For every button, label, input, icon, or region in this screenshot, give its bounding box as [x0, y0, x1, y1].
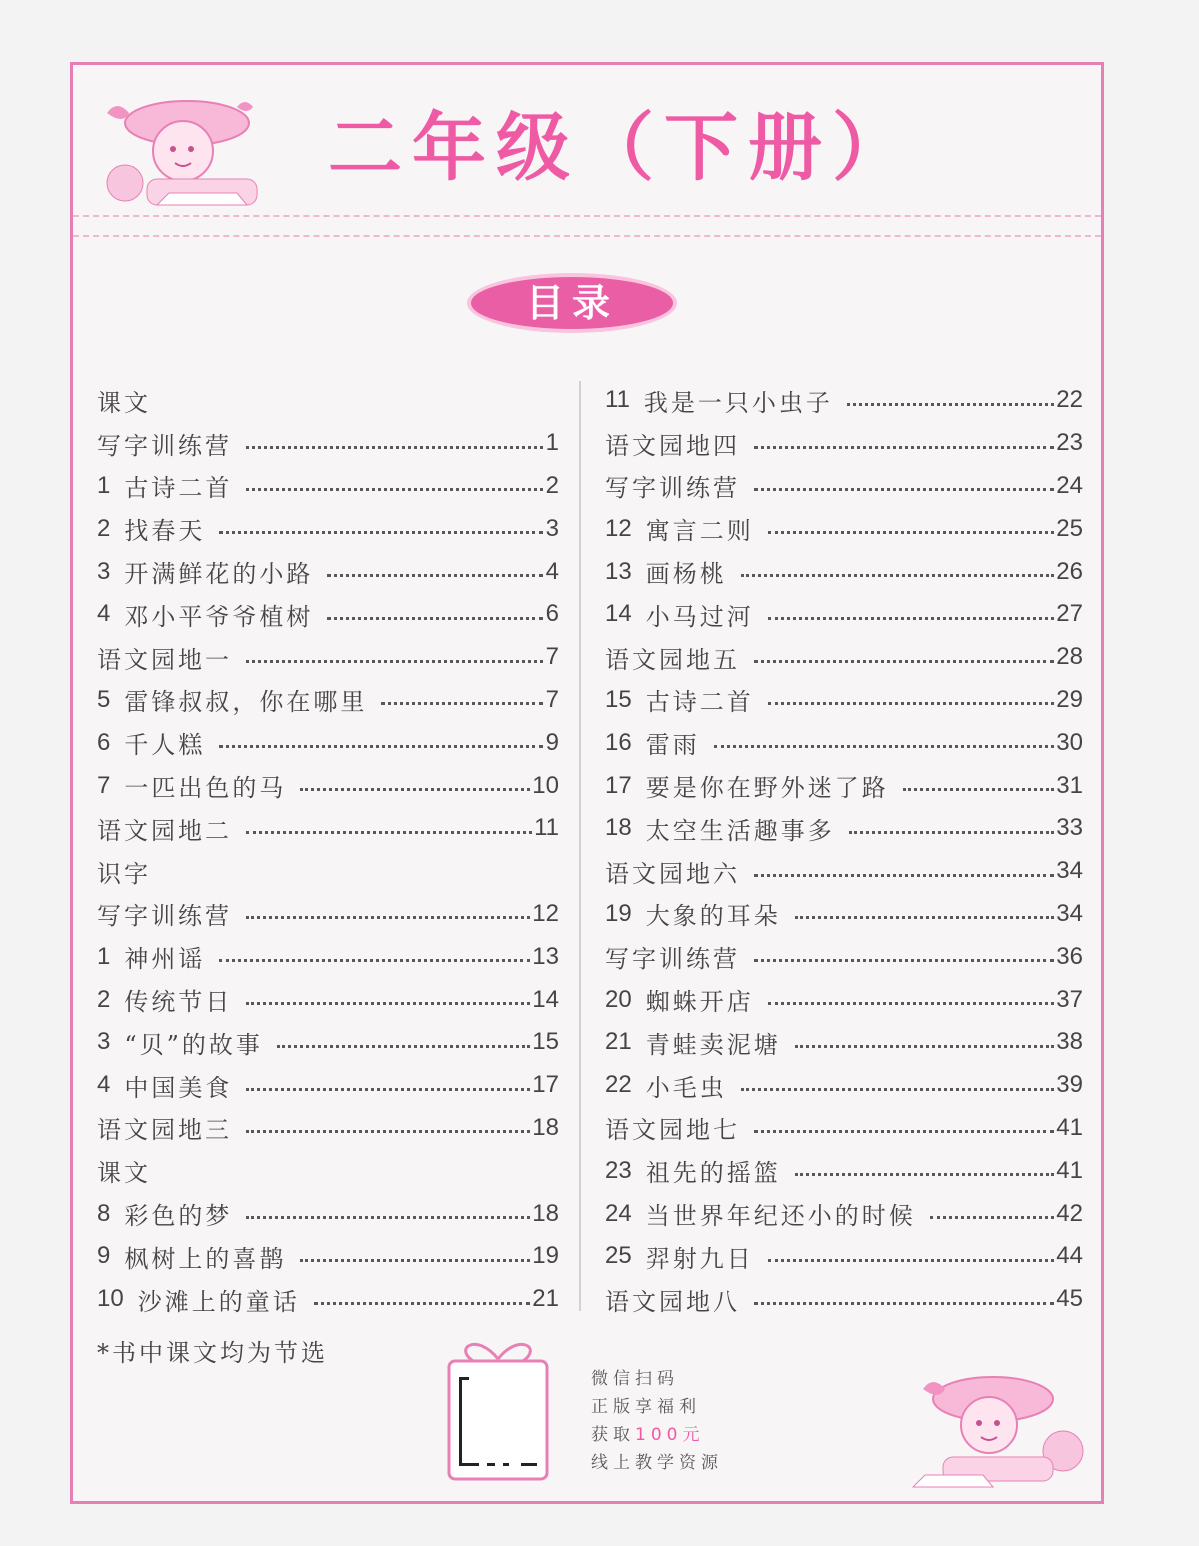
toc-entry-page: 7 [545, 685, 559, 713]
dot-leader [849, 831, 1055, 834]
toc-section-title: 课文 [97, 1159, 151, 1188]
toc-entry-page: 18 [532, 1199, 559, 1227]
dot-leader [246, 1130, 530, 1133]
toc-entry-number: 2 [97, 985, 111, 1013]
toc-entry [605, 935, 1083, 978]
toc-entry [605, 1278, 1083, 1321]
dot-leader [903, 788, 1055, 791]
header-divider [73, 215, 1101, 217]
toc-entry-page: 9 [545, 728, 559, 756]
toc-entry [605, 893, 1083, 936]
dot-leader [327, 617, 543, 620]
toc-entry-page: 29 [1056, 685, 1083, 713]
qr-promo-prefix: 获取 [591, 1425, 635, 1445]
dot-leader [754, 1130, 1054, 1133]
toc-entry-page: 1 [545, 429, 559, 457]
toc-entry-title: 邓小平爷爷植树 [124, 602, 314, 631]
toc-entry-number: 9 [97, 1242, 111, 1270]
dot-leader [246, 916, 530, 919]
toc-entry-page: 27 [1056, 600, 1083, 628]
toc-entry-title: 寓言二则 [645, 517, 754, 546]
header [73, 65, 1101, 237]
toc-entry [97, 593, 559, 636]
header-divider [73, 235, 1101, 237]
toc-entry [97, 1107, 559, 1150]
toc-entry-number: 12 [605, 514, 632, 542]
dot-leader [300, 1259, 530, 1262]
toc-left-column [97, 379, 559, 1321]
toc-entry-page: 24 [1056, 471, 1083, 499]
toc-entry-number: 15 [605, 685, 632, 713]
girl-reading-icon [903, 1363, 1093, 1493]
toc-entry-page: 25 [1056, 514, 1083, 542]
toc-entry [97, 807, 559, 850]
toc-entry-page: 10 [532, 771, 559, 799]
toc-entry-page: 37 [1056, 985, 1083, 1013]
dot-leader [277, 1045, 530, 1048]
toc-entry [97, 465, 559, 508]
toc-entry [97, 1021, 559, 1064]
toc-entry-page: 19 [532, 1242, 559, 1270]
toc-entry-page: 11 [534, 814, 559, 842]
toc-entry [605, 1235, 1083, 1278]
toc-entry [97, 1235, 559, 1278]
toc-entry-number: 8 [97, 1199, 111, 1227]
toc-entry-title: 语文园地二 [97, 816, 232, 845]
dot-leader [219, 531, 543, 534]
toc-entry [605, 807, 1083, 850]
toc-entry-page: 36 [1056, 942, 1083, 970]
toc-entry-number: 6 [97, 728, 111, 756]
toc-entry-number: 22 [605, 1071, 632, 1099]
toc-entry [605, 978, 1083, 1021]
dot-leader [754, 1302, 1054, 1305]
toc-entry-number: 24 [605, 1199, 632, 1227]
toc-entry-title: 青蛙卖泥塘 [645, 1030, 781, 1059]
toc-entry [97, 978, 559, 1021]
toc-entry [605, 636, 1083, 679]
toc-entry-number: 23 [605, 1156, 632, 1184]
toc-entry [605, 593, 1083, 636]
toc-entry-title: 彩色的梦 [124, 1202, 233, 1231]
toc-entry-page: 34 [1056, 899, 1083, 927]
toc-section-heading [97, 379, 559, 422]
toc-entry-page: 41 [1056, 1156, 1083, 1184]
toc-entry-title: 语文园地五 [605, 645, 740, 674]
toc-entry-page: 33 [1056, 814, 1083, 842]
dot-leader [246, 446, 543, 449]
toc-entry-title: 蜘蛛开店 [645, 988, 754, 1017]
toc-entry-page: 28 [1056, 643, 1083, 671]
dot-leader [246, 660, 543, 663]
qr-promo-line: 微信扫码 [591, 1369, 679, 1389]
column-divider [579, 381, 581, 1311]
dot-leader [795, 916, 1055, 919]
toc-entry-title: 语文园地八 [605, 1287, 740, 1316]
toc-entry-title: 中国美食 [124, 1073, 233, 1102]
toc-section-title: 课文 [97, 388, 151, 417]
toc-entry-title: 我是一只小虫子 [643, 388, 833, 417]
dot-leader [768, 617, 1055, 620]
toc-entry-title: 古诗二首 [124, 474, 233, 503]
toc-entry-title: 传统节日 [124, 988, 233, 1017]
toc-entry-title: 语文园地三 [97, 1116, 232, 1145]
toc-entry-page: 2 [545, 471, 559, 499]
toc-entry [605, 764, 1083, 807]
toc-entry-title: 大象的耳朵 [645, 902, 781, 931]
toc-entry-number: 10 [97, 1285, 124, 1313]
toc-entry-page: 22 [1056, 386, 1083, 414]
dot-leader [768, 1259, 1055, 1262]
toc-entry-number: 25 [605, 1242, 632, 1270]
toc-entry-title: 一匹出色的马 [124, 774, 287, 803]
toc-entry [605, 1064, 1083, 1107]
toc-entry-page: 3 [545, 514, 559, 542]
toc-entry-title: 羿射九日 [645, 1244, 754, 1273]
toc-entry [605, 507, 1083, 550]
toc-entry-title: 神州谣 [124, 945, 206, 974]
toc-entry-title: 开满鲜花的小路 [124, 560, 314, 589]
toc-entry [605, 550, 1083, 593]
toc-entry-title: “贝”的故事 [124, 1030, 263, 1059]
toc-entry-number: 1 [97, 471, 111, 499]
toc-entry-page: 34 [1056, 857, 1083, 885]
qr-promo-line [591, 1421, 723, 1449]
dot-leader [768, 531, 1055, 534]
dot-leader [795, 1173, 1055, 1176]
dot-leader [246, 1002, 530, 1005]
toc-entry-page: 30 [1056, 728, 1083, 756]
toc-entry-number: 7 [97, 771, 111, 799]
toc-entry-title: 古诗二首 [645, 688, 754, 717]
toc-entry [97, 1278, 559, 1321]
toc-entry-page: 14 [532, 985, 559, 1013]
toc-entry [97, 550, 559, 593]
toc-entry [605, 465, 1083, 508]
toc-entry [97, 1064, 559, 1107]
dot-leader [795, 1045, 1055, 1048]
toc-badge: 目录 [471, 277, 673, 329]
toc-entry-title: 雷雨 [645, 731, 700, 760]
toc-entry-number: 19 [605, 899, 632, 927]
gift-bow-icon [466, 1344, 531, 1361]
qr-promo-line: 线上教学资源 [591, 1453, 723, 1473]
toc-entry-page: 18 [532, 1113, 559, 1141]
dot-leader [219, 959, 530, 962]
dot-leader [327, 574, 543, 577]
toc-entry-title: 雷锋叔叔，你在哪里 [124, 688, 368, 717]
dot-leader [246, 831, 532, 834]
toc-entry [605, 379, 1083, 422]
toc-entry-title: 写字训练营 [97, 902, 232, 931]
toc-entry-title: 要是你在野外迷了路 [645, 774, 889, 803]
dot-leader [300, 788, 530, 791]
dot-leader [246, 488, 543, 491]
toc-entry-page: 12 [532, 899, 559, 927]
toc-entry [605, 679, 1083, 722]
toc-entry-number: 20 [605, 985, 632, 1013]
toc-section-heading [97, 1149, 559, 1192]
toc-entry-number: 1 [97, 942, 111, 970]
dot-leader [714, 745, 1055, 748]
dot-leader [768, 1002, 1055, 1005]
toc-entry-title: 枫树上的喜鹊 [124, 1244, 287, 1273]
qr-code-icon [443, 1337, 553, 1483]
toc-entry-number: 17 [605, 771, 632, 799]
toc-section-heading [97, 850, 559, 893]
toc-entry-page: 31 [1056, 771, 1083, 799]
dot-leader [847, 403, 1054, 406]
toc-entry-title: 当世界年纪还小的时候 [645, 1202, 916, 1231]
dot-leader [219, 745, 543, 748]
qr-promo [591, 1365, 723, 1477]
toc-entry-title: 祖先的摇篮 [645, 1159, 781, 1188]
toc-entry [605, 721, 1083, 764]
toc-entry-number: 21 [605, 1028, 632, 1056]
toc-entry-page: 39 [1056, 1071, 1083, 1099]
toc-entry-number: 4 [97, 600, 111, 628]
toc-entry-page: 42 [1056, 1199, 1083, 1227]
toc-entry-number: 2 [97, 514, 111, 542]
toc-entry-number: 18 [605, 814, 632, 842]
toc-entry [97, 679, 559, 722]
toc-entry [605, 1192, 1083, 1235]
toc-entry-title: 语文园地一 [97, 645, 232, 674]
toc-entry-title: 语文园地六 [605, 859, 740, 888]
dot-leader [754, 660, 1054, 663]
toc-entry-title: 千人糕 [124, 731, 206, 760]
toc-entry-number: 4 [97, 1071, 111, 1099]
qr-promo-line: 正版享福利 [591, 1397, 701, 1417]
toc-entry-page: 45 [1056, 1285, 1083, 1313]
toc-entry-page: 26 [1056, 557, 1083, 585]
toc-section-title: 识字 [97, 859, 151, 888]
toc-entry-number: 3 [97, 557, 111, 585]
toc-entry-page: 23 [1056, 429, 1083, 457]
toc-entry [605, 1021, 1083, 1064]
toc-entry-title: 小马过河 [645, 602, 754, 631]
toc-entry [97, 721, 559, 764]
toc-entry [97, 1192, 559, 1235]
dot-leader [754, 488, 1054, 491]
toc-entry-page: 38 [1056, 1028, 1083, 1056]
footnote: *书中课文均为节选 [97, 1339, 328, 1367]
toc-entry-title: 找春天 [124, 517, 206, 546]
toc-entry-number: 14 [605, 600, 632, 628]
toc-entry-page: 13 [532, 942, 559, 970]
toc-entry-number: 13 [605, 557, 632, 585]
toc-entry-page: 21 [532, 1285, 559, 1313]
toc-page [70, 62, 1104, 1504]
toc-entry-number: 16 [605, 728, 632, 756]
toc-entry-title: 语文园地七 [605, 1116, 740, 1145]
toc-entry [605, 850, 1083, 893]
toc-entry-page: 41 [1056, 1113, 1083, 1141]
dot-leader [768, 702, 1055, 705]
toc-entry-number: 5 [97, 685, 111, 713]
toc-entry-title: 语文园地四 [605, 431, 740, 460]
toc-entry-title: 写字训练营 [605, 474, 740, 503]
dot-leader [741, 1088, 1055, 1091]
toc-entry [605, 422, 1083, 465]
toc-entry-title: 太空生活趣事多 [645, 816, 835, 845]
girl-reading-icon [87, 83, 277, 215]
dot-leader [754, 959, 1054, 962]
dot-leader [246, 1216, 530, 1219]
dot-leader [754, 874, 1054, 877]
toc-entry-title: 沙滩上的童话 [137, 1287, 300, 1316]
toc-entry [97, 935, 559, 978]
toc-entry-page: 6 [545, 600, 559, 628]
page-title: 二年级（下册） [328, 105, 916, 191]
dot-leader [930, 1216, 1055, 1219]
toc-entry [605, 1149, 1083, 1192]
toc-entry-number: 3 [97, 1028, 111, 1056]
toc-entry-title: 写字训练营 [97, 431, 232, 460]
toc-entry-page: 4 [545, 557, 559, 585]
dot-leader [741, 574, 1055, 577]
toc-entry [97, 893, 559, 936]
toc-entry [97, 764, 559, 807]
toc-entry-title: 小毛虫 [645, 1073, 727, 1102]
dot-leader [754, 446, 1054, 449]
toc-entry [97, 422, 559, 465]
toc-entry-number: 11 [605, 386, 630, 414]
toc-entry-title: 写字训练营 [605, 945, 740, 974]
toc-entry-title: 画杨桃 [645, 560, 727, 589]
toc-entry [97, 636, 559, 679]
dot-leader [246, 1088, 530, 1091]
dot-leader [381, 702, 543, 705]
toc-entry-page: 44 [1056, 1242, 1083, 1270]
toc-entry-page: 17 [532, 1071, 559, 1099]
dot-leader [314, 1302, 531, 1305]
qr-promo-amount: 100元 [635, 1425, 705, 1445]
toc-entry-page: 7 [545, 643, 559, 671]
toc-entry [605, 1107, 1083, 1150]
toc-entry [97, 507, 559, 550]
toc-right-column [605, 379, 1083, 1321]
toc-entry-page: 15 [532, 1028, 559, 1056]
